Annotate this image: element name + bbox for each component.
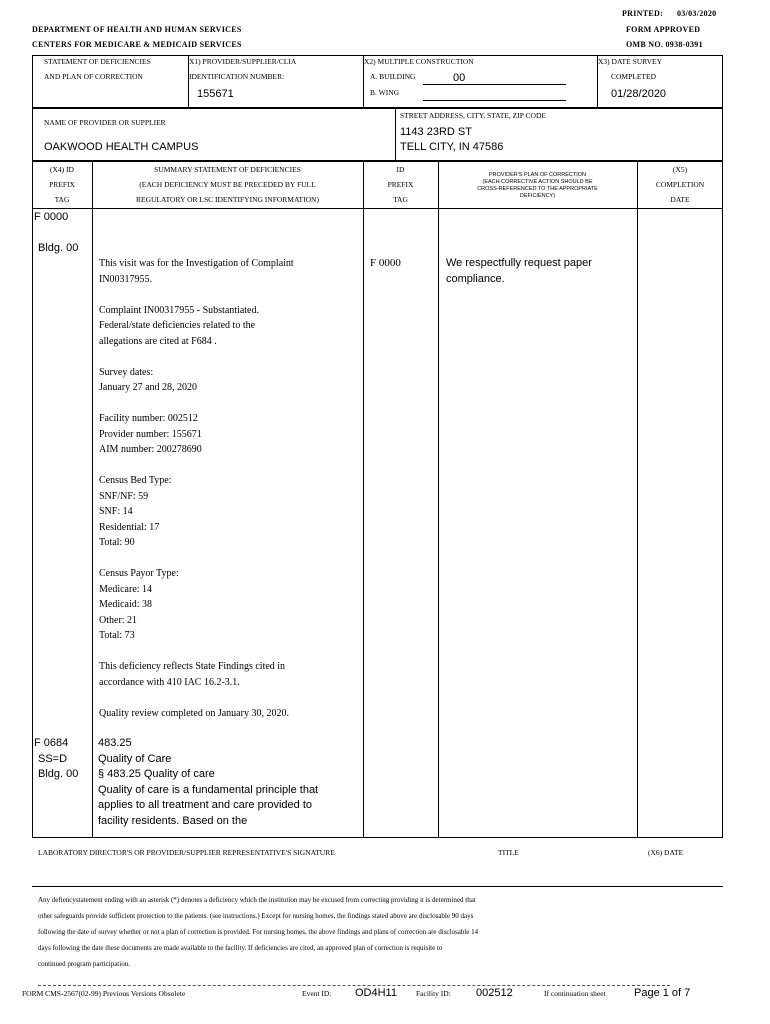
plan-header [438,172,637,200]
centers-name: CENTERS FOR MEDICARE & MEDICAID SERVICES [32,40,242,49]
summary-1-line: January 27 and 28, 2020 [99,382,198,393]
summary-2-line: Quality of care is a fundamental principle that [98,783,319,796]
summary-1-line: allegations are cited at F684 . [99,335,217,347]
id-header-1: ID [396,165,405,174]
bldg-1: Bldg. 00 [38,242,79,254]
scope-severity: SS=D [38,752,68,765]
omb-number: OMB NO. 0938-0391 [626,40,703,49]
summary-1 [99,256,294,721]
summary-1-line: SNF: 14 [99,506,133,517]
summary-1-line [99,551,294,567]
summary-2-line: applies to all treatment and care provided to [98,799,313,811]
plan-header-1: PROVIDER'S PLAN OF CORRECTION [488,172,586,178]
summary-1-line: Medicare: 14 [99,583,153,595]
disclaimer-line: Any defiencystatement ending with an asterisk (*) denotes a deficiency which the institution may be excused from correcting providing it is determined that [38,896,476,904]
plan-label: AND PLAN OF CORRECTION [44,72,143,81]
summary-1-line [99,396,294,412]
disclaimer-line: days following the date these documents are made available to the facility. If deficiencies are cited, an approved plan of correction is requisite to [38,944,443,952]
signature-label: LABORATORY DIRECTOR'S OR PROVIDER/SUPPLIER REPRESENTATIVE'S SIGNATURE [38,848,335,857]
summary-1-line: Survey dates: [99,366,154,378]
wing-label: B. WING [370,88,400,97]
x1-label-2: IDENTIFICATION NUMBER: [189,72,285,81]
printed-date: 03/03/2020 [677,9,717,18]
tag-f0000: F 0000 [34,211,69,223]
summary-2-line: § 483.25 Quality of care [98,768,215,780]
tag-block-f0684 [34,736,78,783]
summary-1-line: Census Bed Type: [99,475,172,486]
department-name: DEPARTMENT OF HEALTH AND HUMAN SERVICES [32,25,242,34]
id-header-3: TAG [393,195,408,204]
page-number: Page 1 of 7 [634,987,691,999]
summary-2-line: facility residents. Based on the [98,814,248,827]
title-label: TITLE [498,848,519,857]
event-id: OD4H11 [355,987,397,999]
summary-1-line: Other: 21 [99,614,138,626]
summary-header-3: REGULATORY OR LSC IDENTIFYING INFORMATION) [136,195,319,204]
x5-header-1: (X5) [672,165,688,174]
plan-header-2: (EACH CORRECTIVE ACTION SHOULD BE [482,179,593,185]
form-id: FORM CMS-2567(02-99) Previous Versions Obsolete [22,989,186,998]
address-label: STREET ADDRESS, CITY, STATE, ZIP CODE [400,111,546,120]
summary-1-line: Medicaid: 38 [99,599,153,610]
plan-tag-f0000: F 0000 [370,257,401,269]
address-line-2: TELL CITY, IN 47586 [400,141,504,153]
x4-header-1: (X4) ID [50,165,74,174]
statement-label: STATEMENT OF DEFICIENCIES [44,57,151,66]
summary-1-line: AIM number: 200278690 [99,444,202,455]
summary-1-line: Residential: 17 [99,521,160,533]
address-line-1: 1143 23RD ST [400,126,472,138]
plan-header-4: DEFICIENCY) [519,193,556,199]
event-id-label: Event ID: [302,989,332,998]
summary-2-line: Quality of Care [98,752,172,765]
disclaimer-line: following the date of survey whether or not a plan of correction is provided. For nursing homes, the above findings and plans of correction are disclosable 14 [38,928,479,936]
date-completed: 01/28/2020 [611,88,667,100]
summary-1-line: Federal/state deficiencies related to the [99,320,256,331]
x2-label: X2) MULTIPLE CONSTRUCTION [364,57,474,66]
disclaimer-line: other safeguards provide sufficient protection to the patients. (see instructions.) Except for nursing homes, the findings stated above are disclosable 90 days [38,912,474,920]
summary-1-line: Complaint IN00317955 - Substantiated. [99,304,259,316]
summary-1-line: Total: 73 [99,630,135,641]
provider-number: 155671 [197,88,234,100]
summary-1-line [99,287,294,303]
building-value: 00 [453,72,466,84]
facility-id: 002512 [476,987,513,999]
summary-2-line: 483.25 [98,737,132,749]
x3-label-2: COMPLETED [611,72,656,81]
x1-label: X1) PROVIDER/SUPPLIER/CLIA [189,57,297,66]
summary-1-line: Facility number: 002512 [99,413,198,424]
summary-1-line: This visit was for the Investigation of Complaint [99,258,294,269]
form-approved: FORM APPROVED [626,25,701,34]
summary-1-line: This deficiency reflects State Findings cited in [99,661,286,672]
plan-header-3: CROSS-REFERENCED TO THE APPROPRIATE [477,186,598,192]
disclaimer-line: continued program participation. [38,960,130,968]
provider-row [32,108,723,161]
building-label: A. BUILDING [370,72,416,81]
x5-header-2: COMPLETION [655,180,705,189]
summary-1-line: Total: 90 [99,537,135,548]
summary-1-line: Census Payor Type: [99,568,179,579]
tag-f0684: F 0684 [34,737,69,749]
x4-header-2: PREFIX [49,180,75,189]
summary-header-1: SUMMARY STATEMENT OF DEFICIENCIES [154,165,301,174]
x3-label: X3) DATE SURVEY [598,57,662,66]
plan-1 [446,256,592,287]
disclaimer [38,892,478,972]
summary-1-line: IN00317955. [99,273,153,285]
id-header-2: PREFIX [387,180,414,189]
date-label: (X6) DATE [648,848,684,857]
provider-name: OAKWOOD HEALTH CAMPUS [44,141,199,153]
summary-1-line: SNF/NF: 59 [99,490,149,502]
provider-name-label: NAME OF PROVIDER OR SUPPLIER [44,118,166,127]
summary-1-line: accordance with 410 IAC 16.2-3.1. [99,676,240,688]
bldg-2: Bldg. 00 [38,768,79,780]
printed-label: PRINTED: [622,9,664,18]
x5-header-3: DATE [670,195,690,204]
x4-header-3: TAG [54,195,70,204]
summary-1-line [99,690,294,706]
summary-1-line [99,349,294,365]
facility-id-label: Facility ID: [416,989,451,998]
plan-1-line: We respectfully request paper [446,257,592,269]
plan-1-line: compliance. [446,272,505,285]
summary-1-line [99,458,294,474]
summary-1-line: Quality review completed on January 30, 2020. [99,707,289,719]
continuation-label: If continuation sheet [544,989,606,998]
summary-2 [98,736,318,829]
summary-header-2: (EACH DEFICIENCY MUST BE PRECEDED BY FULL [139,180,316,189]
summary-1-line: Provider number: 155671 [99,428,202,440]
summary-1-line [99,644,294,660]
